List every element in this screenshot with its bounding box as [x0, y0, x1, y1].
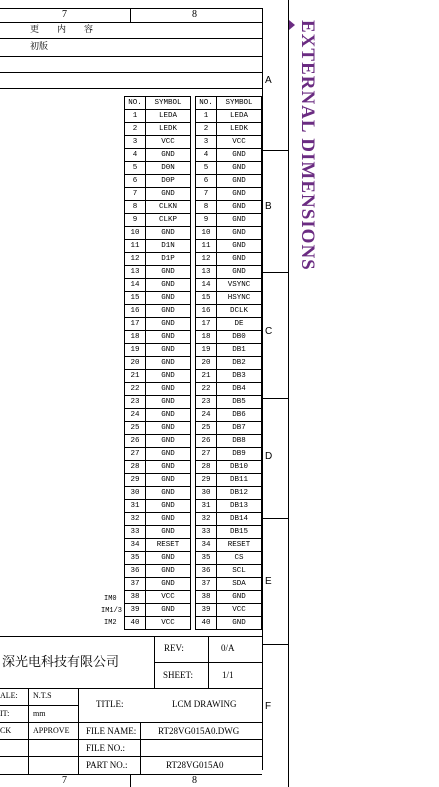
zone-label-d: D: [265, 451, 273, 462]
file-name-value: RT28VG015A0.DWG: [158, 726, 240, 736]
pin-symbol: CLKP: [146, 214, 191, 227]
pin-number: 16: [125, 305, 146, 318]
pin-number: 23: [125, 396, 146, 409]
pin-number: 33: [125, 526, 146, 539]
pin-row: [125, 136, 262, 149]
frame-bottom: [0, 774, 262, 775]
title-block-line: [0, 756, 262, 757]
title-arrow-icon: [289, 20, 295, 30]
pin-symbol: VCC: [146, 591, 191, 604]
pin-number: 30: [196, 487, 217, 500]
pin-symbol: RESET: [146, 539, 191, 552]
zone-label-f: F: [265, 701, 272, 712]
pin-symbol: GND: [217, 162, 262, 175]
pin-symbol: DB0: [217, 331, 262, 344]
pin-row: [125, 357, 262, 370]
pin-symbol: DB8: [217, 435, 262, 448]
footer-column-8: 8: [192, 775, 197, 786]
pin-number: 34: [196, 539, 217, 552]
zone-tick: [262, 644, 288, 645]
pin-row: [125, 422, 262, 435]
frame-top: [0, 8, 262, 9]
pin-row: [125, 435, 262, 448]
sheet-label: SHEET:: [163, 670, 194, 680]
unit-value: mm: [33, 709, 46, 718]
pin-row: [125, 149, 262, 162]
title-block-line: [0, 688, 262, 689]
file-name-label: FILE NAME:: [86, 726, 137, 736]
pin-number: 1: [196, 110, 217, 123]
pin-number: 34: [125, 539, 146, 552]
pin-symbol: GND: [146, 461, 191, 474]
pin-number: 19: [125, 344, 146, 357]
pin-number: 9: [196, 214, 217, 227]
pin-row: [125, 110, 262, 123]
pin-table-header: [125, 97, 262, 110]
pin-symbol: GND: [146, 448, 191, 461]
pin-row: [125, 240, 262, 253]
title-block-line: [0, 722, 262, 723]
pin-symbol: GND: [146, 149, 191, 162]
pin-number: 8: [196, 201, 217, 214]
pin-symbol: GND: [146, 526, 191, 539]
header-line: [0, 22, 262, 23]
pin-symbol: LEDA: [217, 110, 262, 123]
pin-number: 33: [196, 526, 217, 539]
header-no: NO.: [125, 97, 146, 110]
pin-number: 11: [196, 240, 217, 253]
header-symbol: SYMBOL: [146, 97, 191, 110]
pin-symbol: GND: [217, 175, 262, 188]
pin-number: 3: [196, 136, 217, 149]
pin-number: 11: [125, 240, 146, 253]
rev-value: 0/A: [221, 643, 235, 653]
title-block-divider: [208, 636, 209, 688]
pin-symbol: DB1: [217, 344, 262, 357]
pin-number: 29: [196, 474, 217, 487]
pin-symbol: SCL: [217, 565, 262, 578]
pin-number: 15: [125, 292, 146, 305]
header-line: [0, 38, 262, 39]
frame-right: [262, 8, 263, 770]
pin-number: 14: [196, 279, 217, 292]
header-line: [0, 88, 262, 89]
pin-row: [125, 578, 262, 591]
pin-symbol: GND: [217, 188, 262, 201]
pin-symbol: DB2: [217, 357, 262, 370]
pin-number: 3: [125, 136, 146, 149]
pin-row: [125, 227, 262, 240]
pin-number: 39: [196, 604, 217, 617]
pin-number: 12: [196, 253, 217, 266]
pin-row: [125, 565, 262, 578]
pin-symbol: DB14: [217, 513, 262, 526]
pin-row: [125, 123, 262, 136]
pin-number: 18: [196, 331, 217, 344]
pin-number: 35: [196, 552, 217, 565]
pin-row: [125, 292, 262, 305]
pin-row: [125, 162, 262, 175]
pin-row: [125, 370, 262, 383]
pin-symbol: GND: [146, 305, 191, 318]
pin-number: 31: [196, 500, 217, 513]
pin-symbol: GND: [146, 318, 191, 331]
pin-symbol: GND: [217, 201, 262, 214]
pin-symbol: SDA: [217, 578, 262, 591]
pin-symbol: VSYNC: [217, 279, 262, 292]
pin-symbol: GND: [146, 188, 191, 201]
pin-symbol: GND: [217, 214, 262, 227]
pin-symbol: D1P: [146, 253, 191, 266]
pin-number: 12: [125, 253, 146, 266]
im0-label: IM0: [104, 595, 117, 603]
pin-symbol: GND: [146, 344, 191, 357]
pin-row: [125, 383, 262, 396]
pin-row: [125, 461, 262, 474]
pin-number: 32: [196, 513, 217, 526]
pin-number: 38: [125, 591, 146, 604]
pin-number: 16: [196, 305, 217, 318]
zone-tick: [262, 272, 288, 273]
title-block-divider: [140, 722, 141, 774]
pin-number: 25: [196, 422, 217, 435]
pin-number: 28: [125, 461, 146, 474]
pin-number: 23: [196, 396, 217, 409]
pin-number: 20: [125, 357, 146, 370]
pin-symbol: DB4: [217, 383, 262, 396]
pin-row: [125, 526, 262, 539]
pin-symbol: GND: [217, 617, 262, 630]
pin-row: [125, 591, 262, 604]
pin-symbol: DCLK: [217, 305, 262, 318]
pin-symbol: GND: [217, 149, 262, 162]
zone-label-b: B: [265, 201, 272, 212]
pin-symbol: DB6: [217, 409, 262, 422]
pin-number: 27: [125, 448, 146, 461]
pin-symbol: GND: [146, 409, 191, 422]
pin-number: 30: [125, 487, 146, 500]
pin-number: 2: [125, 123, 146, 136]
pin-symbol: GND: [146, 487, 191, 500]
pin-symbol: GND: [217, 240, 262, 253]
rev-label: REV:: [164, 643, 184, 653]
im2-label: IM2: [104, 619, 117, 627]
pin-symbol: GND: [146, 331, 191, 344]
pin-number: 21: [125, 370, 146, 383]
pin-symbol: GND: [146, 292, 191, 305]
pin-number: 18: [125, 331, 146, 344]
pin-symbol: GND: [146, 383, 191, 396]
pin-number: 22: [125, 383, 146, 396]
sheet-value: 1/1: [222, 670, 234, 680]
pin-row: [125, 266, 262, 279]
side-title: EXTERNAL DIMENSIONS: [297, 20, 318, 271]
pin-symbol: D0N: [146, 162, 191, 175]
pin-number: 4: [196, 149, 217, 162]
footer-column-7: 7: [62, 775, 67, 786]
pin-symbol: DB7: [217, 422, 262, 435]
pin-symbol: VCC: [146, 136, 191, 149]
pin-symbol: CS: [217, 552, 262, 565]
column-number-8: 8: [192, 9, 197, 20]
pin-symbol: GND: [146, 370, 191, 383]
pin-number: 24: [125, 409, 146, 422]
pin-symbol: DB15: [217, 526, 262, 539]
pin-symbol: RESET: [217, 539, 262, 552]
column-divider: [130, 774, 131, 787]
zone-tick: [262, 398, 288, 399]
pin-row: [125, 396, 262, 409]
pin-row: [125, 539, 262, 552]
pin-number: 27: [196, 448, 217, 461]
pin-number: 19: [196, 344, 217, 357]
scale-value: N.T.S: [33, 691, 52, 700]
pin-symbol: GND: [146, 357, 191, 370]
pin-symbol: DB12: [217, 487, 262, 500]
pin-row: [125, 305, 262, 318]
unit-label: IT:: [0, 709, 10, 718]
pin-row: [125, 552, 262, 565]
pin-symbol: DB13: [217, 500, 262, 513]
pin-number: 8: [125, 201, 146, 214]
pin-number: 40: [125, 617, 146, 630]
border-right: [288, 0, 289, 787]
pin-symbol: GND: [146, 422, 191, 435]
pin-symbol: GND: [146, 500, 191, 513]
approve-label: APPROVE: [33, 726, 70, 735]
pin-number: 4: [125, 149, 146, 162]
pin-number: 20: [196, 357, 217, 370]
column-number-7: 7: [62, 9, 67, 20]
pin-symbol: GND: [146, 552, 191, 565]
title-block-line: [0, 705, 78, 706]
pin-number: 36: [125, 565, 146, 578]
pin-number: 26: [125, 435, 146, 448]
pin-symbol: LEDA: [146, 110, 191, 123]
pin-symbol: GND: [146, 227, 191, 240]
title-block-divider: [28, 688, 29, 774]
pin-number: 6: [196, 175, 217, 188]
pin-symbol: VCC: [217, 604, 262, 617]
pin-row: [125, 448, 262, 461]
pin-number: 37: [125, 578, 146, 591]
company-name: 深光电科技有限公司: [2, 655, 120, 670]
file-no-label: FILE NO.:: [86, 743, 125, 753]
pin-symbol: GND: [217, 591, 262, 604]
title-block-divider: [78, 688, 79, 774]
pin-symbol: DB11: [217, 474, 262, 487]
pin-symbol: GND: [146, 435, 191, 448]
pin-row: [125, 617, 262, 630]
pin-number: 13: [125, 266, 146, 279]
pin-number: 24: [196, 409, 217, 422]
pin-number: 7: [196, 188, 217, 201]
pin-number: 39: [125, 604, 146, 617]
pin-number: 17: [196, 318, 217, 331]
pin-symbol: GND: [146, 565, 191, 578]
pin-symbol: DE: [217, 318, 262, 331]
pin-symbol: D1N: [146, 240, 191, 253]
header-line: [0, 56, 262, 57]
zone-label-c: C: [265, 326, 273, 337]
pin-number: 37: [196, 578, 217, 591]
pin-symbol: GND: [217, 266, 262, 279]
pin-row: [125, 409, 262, 422]
pin-row: [125, 487, 262, 500]
pin-number: 28: [196, 461, 217, 474]
version-text: 初版: [30, 41, 49, 51]
zone-tick: [262, 150, 288, 151]
pin-symbol: GND: [146, 604, 191, 617]
pin-row: [125, 214, 262, 227]
pin-row: [125, 318, 262, 331]
pin-row: [125, 279, 262, 292]
pin-row: [125, 604, 262, 617]
part-no-label: PART NO.:: [86, 760, 128, 770]
pin-symbol: DB3: [217, 370, 262, 383]
pin-symbol: GND: [146, 396, 191, 409]
pin-number: 40: [196, 617, 217, 630]
pin-symbol: VCC: [217, 136, 262, 149]
pin-number: 32: [125, 513, 146, 526]
pin-number: 29: [125, 474, 146, 487]
title-label: TITLE:: [96, 699, 124, 709]
pin-number: 13: [196, 266, 217, 279]
pin-symbol: HSYNC: [217, 292, 262, 305]
pin-row: [125, 331, 262, 344]
zone-tick: [262, 518, 288, 519]
title-block-line: [0, 739, 262, 740]
pin-number: 26: [196, 435, 217, 448]
pin-row: [125, 201, 262, 214]
pin-number: 9: [125, 214, 146, 227]
pin-symbol: LEDK: [146, 123, 191, 136]
header-symbol: SYMBOL: [217, 97, 262, 110]
pin-row: [125, 175, 262, 188]
pin-symbol: GND: [146, 578, 191, 591]
pin-symbol: DB10: [217, 461, 262, 474]
pin-row: [125, 344, 262, 357]
pin-symbol: GND: [217, 227, 262, 240]
pin-symbol: GND: [146, 474, 191, 487]
pin-number: 7: [125, 188, 146, 201]
pin-number: 22: [196, 383, 217, 396]
pin-number: 36: [196, 565, 217, 578]
pin-number: 5: [196, 162, 217, 175]
pin-symbol: LEDK: [217, 123, 262, 136]
pin-number: 21: [196, 370, 217, 383]
pin-number: 5: [125, 162, 146, 175]
pin-row: [125, 513, 262, 526]
pin-number: 31: [125, 500, 146, 513]
pin-symbol: GND: [217, 253, 262, 266]
scale-label: ALE:: [0, 691, 18, 700]
pin-row: [125, 474, 262, 487]
pin-symbol: VCC: [146, 617, 191, 630]
pin-number: 25: [125, 422, 146, 435]
title-block-divider: [154, 636, 155, 688]
header-line: [0, 72, 262, 73]
pin-symbol: D0P: [146, 175, 191, 188]
pin-number: 35: [125, 552, 146, 565]
change-content-label: 更 内 容: [30, 24, 94, 34]
pin-number: 2: [196, 123, 217, 136]
pin-number: 14: [125, 279, 146, 292]
check-label: CK: [0, 726, 12, 735]
pin-number: 6: [125, 175, 146, 188]
title-block-line: [0, 636, 262, 637]
pin-row: [125, 253, 262, 266]
pin-number: 1: [125, 110, 146, 123]
pin-row: [125, 500, 262, 513]
pin-number: 17: [125, 318, 146, 331]
pin-symbol: CLKN: [146, 201, 191, 214]
pin-row: [125, 188, 262, 201]
pin-symbol: GND: [146, 513, 191, 526]
pin-symbol: GND: [146, 279, 191, 292]
header-no: NO.: [196, 97, 217, 110]
pin-number: 10: [196, 227, 217, 240]
column-divider: [130, 8, 131, 22]
pin-symbol: DB5: [217, 396, 262, 409]
part-no-value: RT28VG015A0: [166, 760, 224, 770]
zone-label-a: A: [265, 75, 272, 86]
pin-table: [124, 96, 262, 630]
pin-number: 10: [125, 227, 146, 240]
title-value: LCM DRAWING: [172, 699, 237, 709]
zone-label-e: E: [265, 576, 272, 587]
pin-symbol: GND: [146, 266, 191, 279]
pin-symbol: DB9: [217, 448, 262, 461]
im13-label: IM1/3: [101, 607, 123, 615]
pin-number: 15: [196, 292, 217, 305]
pin-number: 38: [196, 591, 217, 604]
